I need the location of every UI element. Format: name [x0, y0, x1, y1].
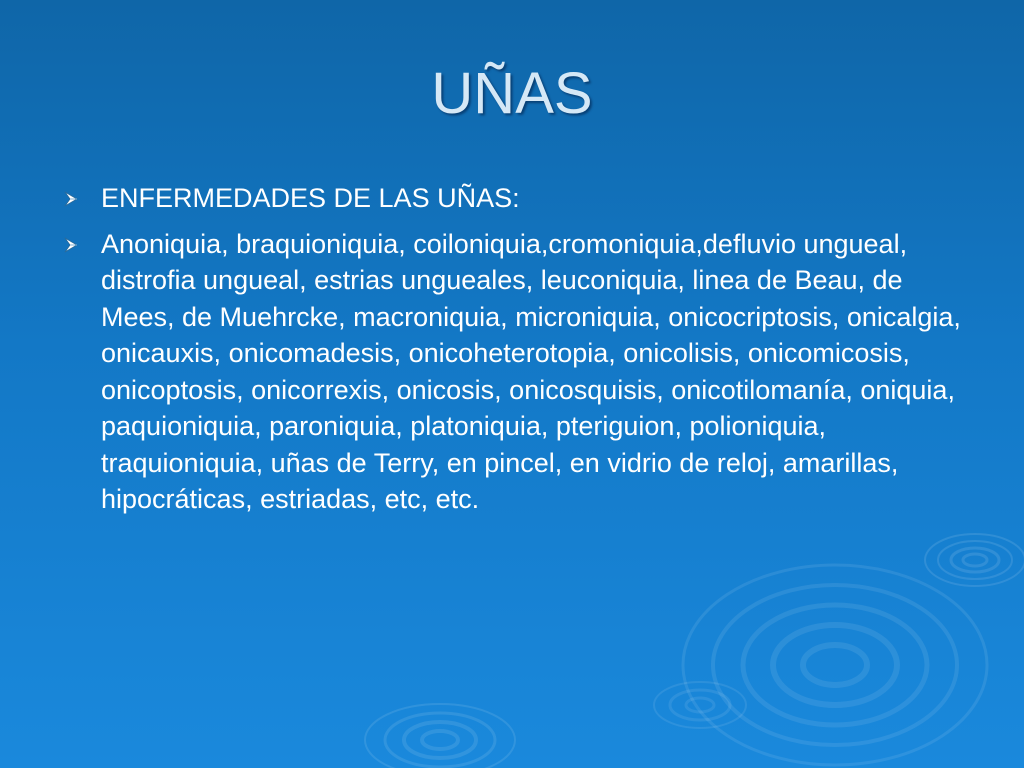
ripple-bottom-center [654, 682, 746, 728]
bullet-text: Anoniquia, braquioniquia, coiloniquia,cromoniquia,defluvio ungueal, distrofia ungueal, estrias ungueales, leuconiquia, linea de Beau, de Mees, de Muehrcke, macroniquia, microniquia, onicocriptosis, onicalgia, onicauxis, onicomadesis, onicoheterotopia, onicolisis, onicomicosis, onicoptosis, onicorrexis, onicosis, onicosquisis, onicotilomanía, oniquia, paquioniquia, paroniquia, platoniquia, pteriguion, polioniquia, traquioniquia, uñas de Terry, en pincel, en vidrio de reloj, amarillas, hipocráticas, estriadas, etc, etc. [101, 228, 961, 514]
bullet-text: ENFERMEDADES DE LAS UÑAS: [101, 183, 520, 213]
arrow-bullet-icon [64, 191, 82, 207]
bullet-item [62, 180, 962, 217]
bullet-item [62, 226, 962, 518]
ripple-large [683, 565, 987, 765]
ripple-bottom-left [365, 704, 515, 768]
arrow-bullet-icon [64, 237, 82, 253]
ripple-small-right [925, 534, 1024, 586]
bullet-list [62, 180, 962, 527]
slide-title: UÑAS [431, 61, 593, 126]
